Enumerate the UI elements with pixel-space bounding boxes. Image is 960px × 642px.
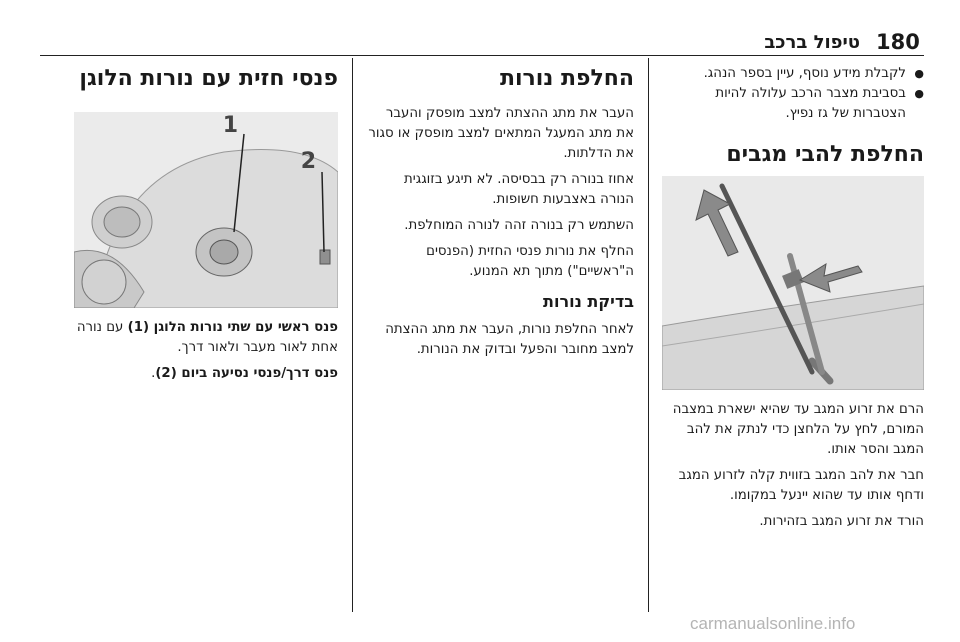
bullet-item: ● בסביבת מצבר הרכב עלולה להיות הצטברות של גז נפיץ. (662, 84, 924, 124)
paragraph: השתמש רק בנורה זהה לנורה המוחלפת. (404, 218, 634, 233)
column-divider-left (352, 58, 353, 612)
callout-2: 2 (300, 149, 316, 174)
bullet-list (662, 64, 924, 124)
caption-headlamp (74, 318, 338, 358)
subheading-bulb-check: בדיקת נורות (543, 292, 634, 311)
paragraph: חבר את להב המגב בזווית קלה לזרוע המגב ודחף אותו עד שהוא יינעל במקומו. (678, 468, 924, 503)
paragraph: הרם את זרוע המגב עד שהיא ישארת במצבה המורם, לחץ על הלחצן כדי לנתק את להב המגב והסר אותו. (672, 402, 924, 457)
paragraph: החלף את נורות פנסי החזית (הפנסים ה"ראשיים") מתוך תא המנוע. (426, 244, 634, 279)
paragraph: אחוז בנורה רק בבסיסה. לא תיגע בזוגגית הנורה באצבעות חשופות. (404, 172, 634, 207)
middle-column (366, 64, 634, 366)
caption-lead: פנס ראשי עם שתי נורות הלוגן (149, 320, 338, 335)
caption-ref-1: (1) (127, 320, 150, 335)
page-number: 180 (876, 30, 920, 54)
caption-rest: . (151, 366, 156, 381)
bullet-item: ● לקבלת מידע נוסף, עיין בספר הנהג. (662, 64, 924, 84)
paragraph: לאחר החלפת נורות, העבר את מתג ההצתה למצב מחובר והפעל ובדוק את הנורות. (385, 322, 634, 357)
header-rule (40, 55, 924, 56)
paragraph: העבר את מתג ההצתה למצב מופסק והעבר את מתג המעגל המתאים למצב מופסק או סגור את הדלתות. (368, 106, 634, 161)
section-heading-wipers: החלפת להבי מגבים (726, 142, 924, 167)
section-heading-bulbs: החלפת נורות (499, 66, 634, 91)
running-title: טיפול ברכב (764, 32, 860, 53)
wiper-figure (662, 176, 924, 390)
wiper-blade-illustration (662, 176, 924, 390)
page-header (0, 26, 960, 56)
caption-lead: פנס דרך/פנסי נסיעה ביום (176, 366, 338, 381)
caption-drl (74, 364, 338, 384)
left-column (74, 64, 338, 390)
caption-rest: עם נורה אחת לאור מעבר ולאור דרך. (76, 320, 338, 355)
headlamp-illustration (74, 112, 338, 308)
paragraph: הורד את זרוע המגב בזהירות. (759, 514, 924, 529)
watermark: carmanualsonline.info (690, 614, 856, 633)
caption-ref-2: (2) (155, 366, 177, 381)
section-heading-halogen: פנסי חזית עם נורות הלוגן (79, 66, 338, 91)
headlamp-figure (74, 112, 338, 308)
callout-1: 1 (222, 113, 238, 138)
right-column (662, 64, 924, 538)
column-divider-right (648, 58, 649, 612)
